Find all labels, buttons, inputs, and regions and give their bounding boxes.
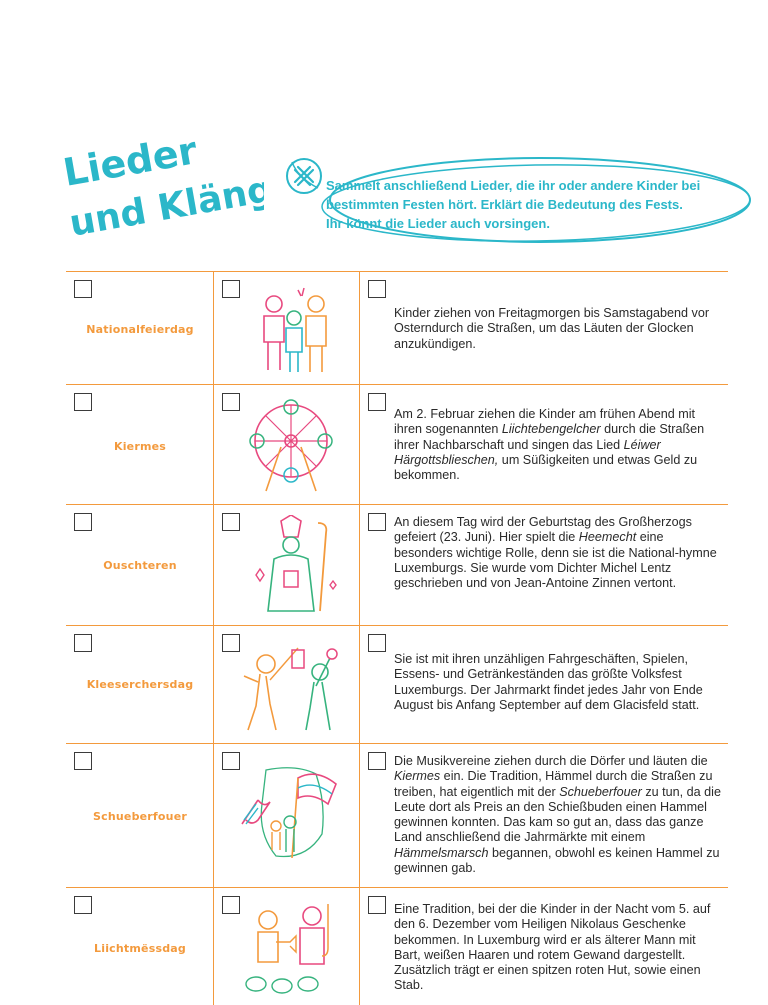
children-with-lanterns-illustration <box>236 636 346 736</box>
description-checkbox[interactable] <box>368 513 386 531</box>
italic-term: Schueberfouer <box>559 784 642 799</box>
description-checkbox[interactable] <box>368 280 386 298</box>
festival-cell <box>66 272 214 384</box>
task-instructions <box>326 176 746 233</box>
description-segment: durch die Straßen ihrer Nachbarschaft und singen das Lied <box>394 422 705 452</box>
illustration-cell <box>214 272 360 384</box>
table-row <box>66 887 728 1005</box>
festival-checkbox[interactable] <box>74 634 92 652</box>
description-cell <box>360 626 728 743</box>
festival-checkbox[interactable] <box>74 513 92 531</box>
festival-name: Schueberfouer <box>93 810 187 823</box>
festival-name: Kiermes <box>113 440 167 453</box>
description-segment: eine besonders wichtige Rolle, denn sie ist die National-hymne Luxemburgs. Sie wurde vom Dichter Michel Lentz geschrieben und von Jean-Antoine Zinnen vertont. <box>394 530 717 591</box>
festival-cell <box>66 744 214 887</box>
festival-cell <box>66 626 214 743</box>
saint-nicholas-illustration <box>236 515 346 615</box>
description-text <box>394 306 722 352</box>
table-row <box>66 384 728 504</box>
table-row <box>66 504 728 625</box>
italic-term: Léiwer Härgottsblieschen, <box>394 437 661 467</box>
table-row <box>66 743 728 887</box>
description-cell <box>360 385 728 504</box>
illustration-cell <box>214 744 360 887</box>
description-checkbox[interactable] <box>368 393 386 411</box>
festival-cell <box>66 505 214 625</box>
illustration-cell <box>214 385 360 504</box>
description-text <box>394 515 722 591</box>
task-line: Sammelt anschließend Lieder, die ihr oder andere Kinder bei <box>326 178 701 193</box>
italic-term: Kiermes <box>394 769 441 784</box>
festival-name: Liichtmëssdag <box>94 942 186 955</box>
festival-cell <box>66 385 214 504</box>
illustration-cell <box>214 626 360 743</box>
festival-checkbox[interactable] <box>74 280 92 298</box>
description-segment: Die Musikvereine ziehen durch die Dörfer und läuten die <box>394 754 708 768</box>
illustration-cell <box>214 505 360 625</box>
description-segment: zu tun, da die Leute dort als Preis an den Schießbuden einen Hammel gewinnen konnten. Das kam so gut an, dass das ganze Land anschließend die Jahrmärkte mit einem <box>394 784 721 845</box>
description-text <box>394 407 722 483</box>
description-segment: Am 2. Februar ziehen die Kinder am frühen Abend mit ihren sogenannten <box>394 407 696 437</box>
festival-name: Nationalfeierdag <box>86 323 194 336</box>
flags-luxembourg-illustration <box>236 764 346 864</box>
task-line: Ihr könnt die Lieder auch vorsingen. <box>326 216 550 231</box>
festival-cell <box>66 888 214 1005</box>
description-text <box>394 754 722 876</box>
festival-checkbox[interactable] <box>74 896 92 914</box>
page-title-lettering <box>64 140 264 250</box>
description-segment: An diesem Tag wird der Geburtstag des Großherzogs gefeiert (23. Juni). Hier spielt die <box>394 515 692 545</box>
description-checkbox[interactable] <box>368 752 386 770</box>
matching-table <box>66 271 728 1005</box>
ferris-wheel-illustration <box>236 395 346 495</box>
festival-checkbox[interactable] <box>74 752 92 770</box>
puzzle-cross-icon <box>284 156 324 196</box>
italic-term: Heemecht <box>578 530 637 545</box>
description-cell <box>360 888 728 1005</box>
illustration-cell <box>214 888 360 1005</box>
festival-checkbox[interactable] <box>74 393 92 411</box>
festival-name: Ouschteren <box>103 559 177 572</box>
description-text <box>394 902 722 994</box>
task-line: bestimmten Festen hört. Erklärt die Bedeutung des Fests. <box>326 197 683 212</box>
description-segment: ein. Die Tradition, Hämmel durch die Straßen zu treiben, hat eigentlich mit der <box>394 769 713 799</box>
table-row <box>66 625 728 743</box>
festival-name: Kleeserchersdag <box>86 678 194 691</box>
italic-term: Liichtebengelcher <box>501 422 601 437</box>
description-checkbox[interactable] <box>368 896 386 914</box>
description-segment: um Süßigkeiten und etwas Geld zu bekommen. <box>394 452 698 483</box>
italic-term: Hämmelsmarsch <box>394 845 489 860</box>
description-cell <box>360 505 728 625</box>
description-segment: Eine Tradition, bei der die Kinder in der Nacht vom 5. auf den 6. Dezember vom Heiligen Nikolaus Geschenke bekommen. In Luxemburg wird er als älterer Mann mit Bart, weißen Haaren und rotem Gewand dargestellt. Zusätzlich trägt er einen spitzen roten Hut, sowie einen Stab. <box>394 902 711 993</box>
description-segment: begannen, obwohl es keinen Hammel zu gewinnen gab. <box>394 845 720 876</box>
children-with-lantern-illustration <box>236 282 346 382</box>
task-bubble <box>278 148 756 258</box>
description-segment: Kinder ziehen von Freitagmorgen bis Samstagabend vor Osterndurch die Straßen, um das Läuten der Glocken anzukündigen. <box>394 306 710 351</box>
description-segment: Sie ist mit ihren unzähligen Fahrgeschäften, Spielen, Essens- und Getränkeständen das größte Volksfest Luxemburgs. Der Jahrmarkt findet jedes Jahr von Ende August bis Anfang September auf dem Glacisfeld statt. <box>394 652 703 712</box>
brass-band-sheep-illustration <box>236 898 346 998</box>
description-checkbox[interactable] <box>368 634 386 652</box>
title-line-1: Lieder <box>64 140 201 195</box>
description-cell <box>360 744 728 887</box>
title-line-2: und Klänge <box>66 164 264 245</box>
description-text <box>394 652 722 713</box>
table-row <box>66 271 728 384</box>
page-title <box>64 140 264 250</box>
description-cell <box>360 272 728 384</box>
